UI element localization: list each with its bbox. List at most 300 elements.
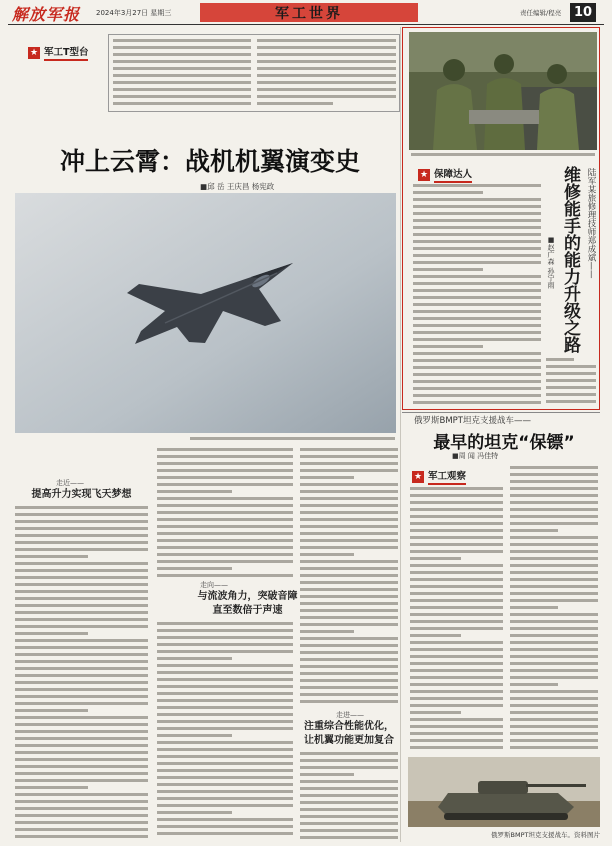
text-line — [300, 630, 354, 633]
text-line — [15, 541, 148, 544]
text-line — [300, 644, 398, 647]
star-icon: ★ — [419, 169, 429, 180]
text-line — [300, 588, 398, 591]
text-line — [113, 102, 251, 105]
text-line — [15, 590, 148, 593]
text-line — [157, 685, 293, 688]
text-line — [157, 769, 293, 772]
text-line — [15, 779, 148, 782]
text-line — [410, 571, 503, 574]
text-line — [300, 462, 398, 465]
text-line — [157, 643, 293, 646]
text-line — [410, 690, 503, 693]
text-line — [157, 497, 293, 500]
text-line — [300, 602, 398, 605]
article-kicker: 俄罗斯BMPT坦克支援战车—— — [414, 416, 531, 426]
text-line — [257, 46, 396, 49]
text-line — [15, 716, 148, 719]
text-line — [546, 372, 596, 375]
text-line — [15, 751, 148, 754]
text-line — [157, 553, 293, 556]
text-line — [15, 730, 148, 733]
text-line — [157, 629, 293, 632]
text-line — [157, 560, 293, 563]
text-line — [157, 783, 293, 786]
text-line — [413, 373, 541, 376]
text-line — [510, 697, 598, 700]
text-line — [157, 539, 293, 542]
text-line — [510, 718, 598, 721]
text-line — [510, 613, 598, 616]
photo-caption — [411, 153, 595, 160]
text-line — [15, 527, 148, 530]
text-line — [157, 664, 293, 667]
star-icon: ★ — [29, 47, 39, 58]
text-line — [15, 758, 148, 761]
article-headline: 冲上云霄：战机机翼演变史 — [59, 147, 360, 176]
text-line — [546, 379, 596, 382]
text-line — [113, 74, 251, 77]
text-line — [15, 660, 148, 663]
text-line — [410, 599, 503, 602]
text-line — [15, 702, 148, 705]
text-line — [15, 709, 88, 712]
text-line — [257, 88, 396, 91]
text-line — [510, 662, 598, 665]
tank-photo — [408, 757, 600, 827]
text-line — [510, 494, 598, 497]
text-line — [157, 797, 293, 800]
text-line — [15, 786, 88, 789]
section-kicker: 走近—— — [56, 479, 84, 487]
text-line — [157, 650, 293, 653]
text-line — [157, 657, 232, 660]
text-line — [510, 480, 598, 483]
text-line — [413, 247, 541, 250]
text-line — [15, 653, 148, 656]
text-line — [15, 807, 148, 810]
text-line — [546, 386, 596, 389]
text-line — [510, 739, 598, 742]
text-line — [410, 669, 503, 672]
text-line — [157, 525, 293, 528]
editor-note-text — [257, 39, 396, 109]
text-line — [300, 532, 398, 535]
text-line — [157, 462, 293, 465]
text-line — [413, 289, 541, 292]
text-line — [300, 672, 398, 675]
text-line — [510, 585, 598, 588]
text-line — [157, 448, 293, 451]
text-line — [410, 515, 503, 518]
text-line — [300, 476, 354, 479]
text-line — [510, 655, 598, 658]
text-line — [410, 487, 503, 490]
column-tag-label: 军工观察 — [428, 468, 466, 485]
text-line — [300, 836, 398, 839]
text-line — [410, 543, 503, 546]
text-line — [410, 613, 503, 616]
text-line — [157, 532, 293, 535]
text-line — [300, 700, 398, 703]
text-line — [413, 205, 541, 208]
text-line — [113, 81, 251, 84]
text-line — [257, 74, 396, 77]
text-line — [413, 394, 541, 397]
fighter-jet-photo — [15, 193, 396, 433]
text-line — [413, 366, 541, 369]
header-divider — [8, 24, 604, 25]
text-line — [413, 338, 541, 341]
column-tag — [412, 468, 466, 485]
text-line — [300, 686, 398, 689]
text-line — [510, 473, 598, 476]
text-line — [113, 60, 251, 63]
text-line — [510, 515, 598, 518]
article-byline: ■赵广森 孙宁雨 — [547, 236, 555, 289]
text-line — [257, 39, 396, 42]
text-line — [15, 744, 148, 747]
text-line — [510, 690, 598, 693]
text-line — [15, 632, 88, 635]
photo-caption — [190, 437, 395, 444]
article-body — [157, 448, 293, 578]
text-line — [413, 310, 541, 313]
text-line — [300, 539, 398, 542]
text-line — [413, 352, 541, 355]
text-line — [510, 704, 598, 707]
section-kicker: 走向—— — [200, 581, 228, 589]
text-line — [510, 564, 598, 567]
text-line — [300, 637, 398, 640]
text-line — [300, 574, 398, 577]
text-line — [410, 676, 503, 679]
text-line — [15, 583, 148, 586]
text-line — [413, 212, 541, 215]
text-line — [15, 821, 148, 824]
article-kicker: 陆军某旅修理技师郑成斌—— — [586, 168, 596, 279]
text-line — [300, 511, 398, 514]
text-line — [546, 400, 596, 403]
text-line — [300, 448, 398, 451]
text-line — [15, 548, 148, 551]
text-line — [157, 776, 293, 779]
text-line — [410, 494, 503, 497]
article-body — [300, 752, 398, 840]
article-divider — [402, 412, 600, 413]
article-headline: 最早的坦克“保镖” — [433, 433, 575, 453]
text-line — [190, 437, 395, 440]
text-line — [510, 508, 598, 511]
editor-note-text — [113, 39, 251, 109]
text-line — [410, 732, 503, 735]
section-heading: 与流波角力，突破音障直至数倍于声速 — [197, 591, 298, 616]
text-line — [300, 801, 398, 804]
article-body — [157, 622, 293, 840]
text-line — [413, 184, 541, 187]
text-line — [410, 704, 503, 707]
text-line — [510, 557, 598, 560]
article-body — [546, 358, 596, 406]
text-line — [413, 254, 541, 257]
text-line — [15, 800, 148, 803]
text-line — [510, 732, 598, 735]
text-line — [546, 358, 574, 361]
article-body — [413, 184, 541, 405]
section-heading: 注重综合性能优化，让机翼功能更加复合 — [304, 721, 394, 746]
article-body — [15, 506, 148, 840]
text-line — [15, 611, 148, 614]
article-byline: ■周 闻 冯佳特 — [452, 452, 499, 460]
text-line — [410, 508, 503, 511]
text-line — [413, 226, 541, 229]
text-line — [300, 595, 398, 598]
text-line — [410, 585, 503, 588]
text-line — [413, 219, 541, 222]
text-line — [410, 648, 503, 651]
text-line — [413, 191, 483, 194]
text-line — [113, 39, 251, 42]
text-line — [300, 651, 398, 654]
text-line — [15, 835, 148, 838]
column-tag — [28, 44, 88, 61]
text-line — [300, 658, 398, 661]
soldiers-photo — [409, 32, 597, 150]
article-body — [510, 466, 598, 753]
text-line — [510, 606, 558, 609]
text-line — [157, 706, 293, 709]
text-line — [410, 641, 503, 644]
text-line — [510, 746, 598, 749]
text-line — [300, 483, 398, 486]
text-line — [15, 723, 148, 726]
text-line — [510, 725, 598, 728]
text-line — [15, 506, 148, 509]
text-line — [413, 233, 541, 236]
text-line — [300, 780, 398, 783]
text-line — [510, 578, 598, 581]
text-line — [300, 609, 398, 612]
text-line — [157, 504, 293, 507]
text-line — [413, 198, 541, 201]
text-line — [300, 759, 398, 762]
text-line — [410, 746, 503, 749]
text-line — [157, 818, 293, 821]
text-line — [546, 393, 596, 396]
text-line — [410, 634, 461, 637]
text-line — [410, 557, 461, 560]
text-line — [15, 772, 148, 775]
text-line — [546, 365, 596, 368]
text-line — [157, 636, 293, 639]
text-line — [300, 567, 398, 570]
text-line — [157, 804, 293, 807]
text-line — [510, 669, 598, 672]
page-number: 10 — [570, 3, 596, 22]
text-line — [410, 739, 503, 742]
text-line — [413, 240, 541, 243]
column-tag — [418, 166, 472, 183]
text-line — [157, 455, 293, 458]
text-line — [300, 815, 398, 818]
text-line — [300, 490, 398, 493]
text-line — [300, 808, 398, 811]
photo-caption: 俄罗斯BMPT坦克支援战车。资料图片 — [491, 831, 600, 839]
text-line — [157, 567, 232, 570]
text-line — [410, 711, 461, 714]
text-line — [15, 576, 148, 579]
text-line — [410, 697, 503, 700]
text-line — [300, 766, 398, 769]
text-line — [300, 581, 398, 584]
text-line — [410, 564, 503, 567]
text-line — [413, 359, 541, 362]
text-line — [157, 832, 293, 835]
text-line — [410, 718, 503, 721]
text-line — [15, 765, 148, 768]
text-line — [300, 497, 398, 500]
text-line — [410, 606, 503, 609]
text-line — [300, 623, 398, 626]
text-line — [410, 550, 503, 553]
text-line — [15, 555, 88, 558]
text-line — [157, 755, 293, 758]
text-line — [300, 752, 398, 755]
section-heading: 提高升力实现飞天梦想 — [31, 489, 132, 500]
text-line — [410, 536, 503, 539]
article-body — [300, 448, 398, 708]
text-line — [113, 46, 251, 49]
text-line — [157, 692, 293, 695]
text-line — [300, 504, 398, 507]
text-line — [157, 741, 293, 744]
text-line — [413, 401, 541, 404]
text-line — [157, 748, 293, 751]
text-line — [157, 699, 293, 702]
text-line — [15, 618, 148, 621]
text-line — [510, 522, 598, 525]
text-line — [410, 683, 503, 686]
text-line — [300, 665, 398, 668]
text-line — [157, 476, 293, 479]
text-line — [510, 711, 598, 714]
text-line — [510, 529, 558, 532]
text-line — [15, 597, 148, 600]
text-line — [300, 518, 398, 521]
text-line — [113, 95, 251, 98]
text-line — [413, 387, 541, 390]
text-line — [410, 522, 503, 525]
text-line — [15, 534, 148, 537]
text-line — [157, 734, 232, 737]
text-line — [510, 592, 598, 595]
text-line — [410, 725, 503, 728]
text-line — [510, 676, 598, 679]
text-line — [15, 688, 148, 691]
text-line — [413, 296, 541, 299]
text-line — [410, 578, 503, 581]
article-body — [410, 487, 503, 753]
section-banner-title: 军工世界 — [275, 5, 343, 22]
text-line — [300, 455, 398, 458]
text-line — [257, 95, 396, 98]
text-line — [300, 794, 398, 797]
text-line — [157, 790, 293, 793]
text-line — [157, 574, 293, 577]
text-line — [15, 562, 148, 565]
text-line — [257, 60, 396, 63]
text-line — [15, 695, 148, 698]
text-line — [300, 822, 398, 825]
text-line — [257, 102, 333, 105]
text-line — [413, 261, 541, 264]
text-line — [15, 667, 148, 670]
text-line — [300, 787, 398, 790]
text-line — [413, 324, 541, 327]
issue-date — [96, 8, 171, 18]
text-line — [300, 525, 398, 528]
text-line — [113, 88, 251, 91]
text-line — [157, 622, 293, 625]
text-line — [510, 627, 598, 630]
text-line — [413, 275, 541, 278]
text-line — [413, 331, 541, 334]
text-line — [157, 518, 293, 521]
text-line — [413, 282, 541, 285]
text-line — [15, 828, 148, 831]
text-line — [157, 511, 293, 514]
text-line — [300, 560, 398, 563]
text-line — [410, 627, 503, 630]
section-banner — [200, 3, 418, 22]
text-line — [410, 592, 503, 595]
text-line — [510, 543, 598, 546]
text-line — [410, 620, 503, 623]
text-line — [300, 546, 398, 549]
article-byline: ■邱 岳 王庆昌 杨宪政 — [200, 182, 275, 191]
text-line — [300, 693, 398, 696]
text-line — [413, 380, 541, 383]
text-line — [15, 625, 148, 628]
text-line — [510, 571, 598, 574]
text-line — [510, 536, 598, 539]
text-line — [510, 620, 598, 623]
editor-credit: 责任编辑/程亮 — [520, 9, 562, 17]
article-headline: 维修能手的能力升级之路 — [560, 166, 580, 353]
text-line — [15, 737, 148, 740]
text-line — [15, 793, 148, 796]
section-kicker: 走进—— — [336, 711, 364, 719]
text-line — [15, 604, 148, 607]
text-line — [510, 466, 598, 469]
text-line — [257, 53, 396, 56]
text-line — [15, 513, 148, 516]
text-line — [300, 679, 398, 682]
text-line — [157, 811, 232, 814]
text-line — [15, 569, 148, 572]
text-line — [157, 678, 293, 681]
column-tag-label: 军工T型台 — [44, 44, 88, 61]
text-line — [510, 641, 598, 644]
text-line — [510, 487, 598, 490]
text-line — [413, 345, 483, 348]
text-line — [510, 683, 558, 686]
text-line — [300, 829, 398, 832]
text-line — [157, 490, 232, 493]
text-line — [15, 646, 148, 649]
text-line — [15, 814, 148, 817]
text-line — [510, 501, 598, 504]
